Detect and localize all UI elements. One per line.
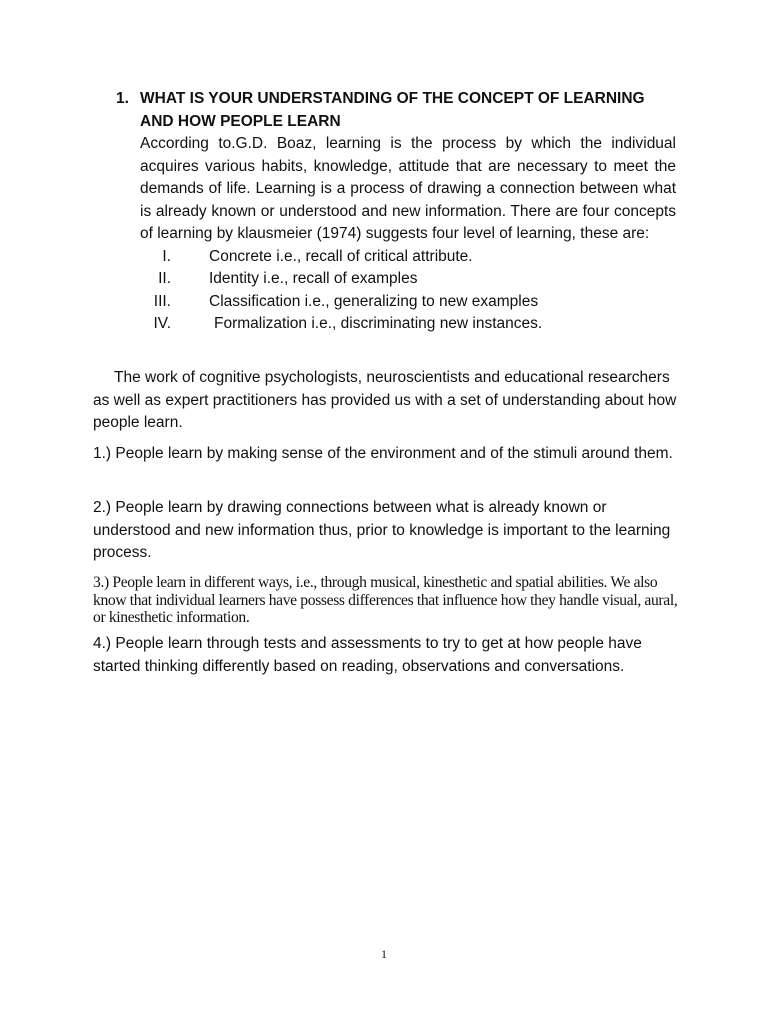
question-answer-paragraph: According to.G.D. Boaz, learning is the process by which the individual acquires various habits, knowledge, attitude that are necessary to meet the demands of life. Learning is a process of drawing a connection between what is already known or understood and new information. There are four concepts of learning by klausmeier (1974) suggests four level of learning, these are: xyxy=(140,135,676,242)
concept-text: Classification i.e., generalizing to new examples xyxy=(209,292,539,310)
roman-numeral: IV. xyxy=(153,315,171,332)
roman-numeral: III. xyxy=(153,292,171,310)
question-item xyxy=(116,88,676,336)
point-paragraph-2: 2.) People learn by drawing connections between what is already known or understood and new information thus, prior to knowledge is important to the learning process. xyxy=(93,499,671,561)
question-number: 1. xyxy=(116,90,129,107)
question-body-block xyxy=(140,88,676,336)
concept-text: Formalization i.e., discriminating new instances. xyxy=(214,315,543,332)
list-item xyxy=(140,313,676,336)
roman-numeral: II. xyxy=(158,270,171,287)
learning-concepts-list xyxy=(140,246,676,336)
page-number: 1 xyxy=(381,947,387,961)
point-paragraph-4: 4.) People learn through tests and assessments to try to get at how people have started thinking differently based on reading, observations and conversations. xyxy=(93,635,642,675)
concept-text: Concrete i.e., recall of critical attribute. xyxy=(209,247,473,265)
intro-paragraph: The work of cognitive psychologists, neuroscientists and educational researchers as well as expert practitioners has provided us with a set of understanding about how people learn. xyxy=(93,369,677,431)
list-item xyxy=(140,246,676,269)
concept-text: Identity i.e., recall of examples xyxy=(209,270,418,287)
point-paragraph-3: 3.) People learn in different ways, i.e., through musical, kinesthetic and spatial abilities. We also know that individual learners have possess differences that influence how they handle visual, aural, or kinesthetic information. xyxy=(93,574,678,626)
list-item xyxy=(140,268,676,291)
point-paragraph-1: 1.) People learn by making sense of the environment and of the stimuli around them. xyxy=(93,445,673,462)
question-heading: WHAT IS YOUR UNDERSTANDING OF THE CONCEPT OF LEARNING AND HOW PEOPLE LEARN xyxy=(140,90,645,130)
list-item xyxy=(140,291,676,314)
roman-numeral: I. xyxy=(162,247,171,265)
